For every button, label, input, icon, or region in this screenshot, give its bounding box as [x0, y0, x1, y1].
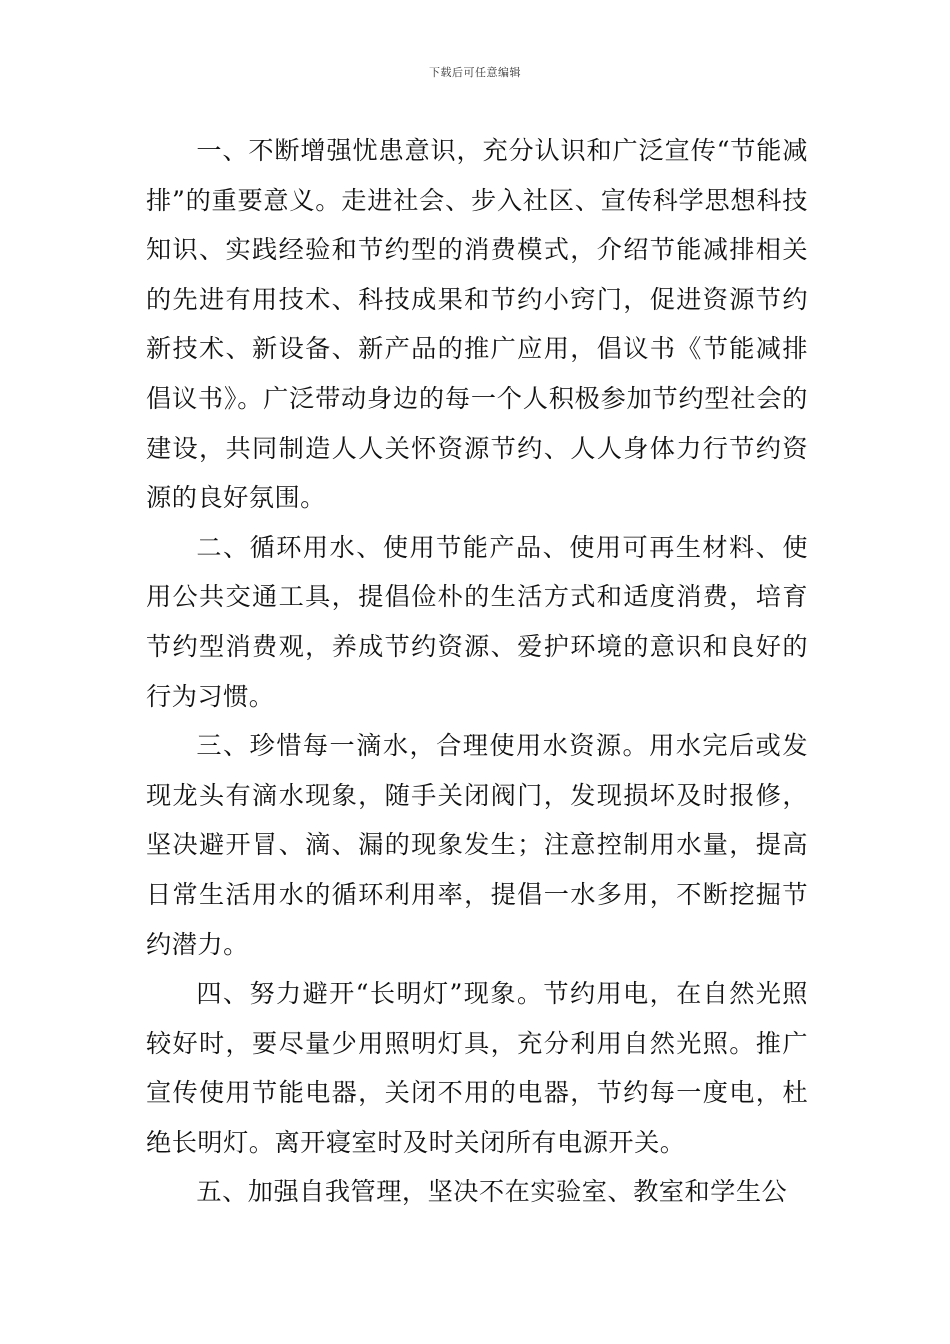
paragraph-1: 一、不断增强忧患意识，充分认识和广泛宣传“节能减排”的重要意义。走进社会、步入社区、宣传科学思想科技知识、实践经验和节约型的消费模式，介绍节能减排相关的先进有用技术、科技成果和节约小窍门，促进资源节约新技术、新设备、新产品的推广应用，倡议书《节能减排倡议书》。广泛带动身边的每一个人积极参加节约型社会的建设，共同制造人人关怀资源节约、人人身体力行节约资源的良好氛围。 — [146, 136, 808, 513]
header-note: 下载后可任意编辑 — [429, 66, 521, 79]
paragraph-3: 三、珍惜每一滴水，合理使用水资源。用水完后或发现龙头有滴水现象，随手关闭阀门，发现损坏及时报修，坚决避开冒、滴、漏的现象发生；注意控制用水量，提高日常生活用水的循环利用率，提倡一水多用，不断挖掘节约潜力。 — [146, 731, 808, 959]
paragraph-2: 二、循环用水、使用节能产品、使用可再生材料、使用公共交通工具，提倡俭朴的生活方式和适度消费，培育节约型消费观，养成节约资源、爱护环境的意识和良好的行为习惯。 — [146, 532, 808, 711]
paragraph-4: 四、努力避开“长明灯”现象。节约用电，在自然光照较好时，要尽量少用照明灯具，充分利用自然光照。推广宣传使用节能电器，关闭不用的电器，节约每一度电，杜绝长明灯。离开寝室时及时关闭所有电源开关。 — [146, 979, 808, 1157]
paragraph-5: 五、加强自我管理，坚决不在实验室、教室和学生公 — [196, 1177, 788, 1207]
document-body — [146, 126, 808, 1217]
